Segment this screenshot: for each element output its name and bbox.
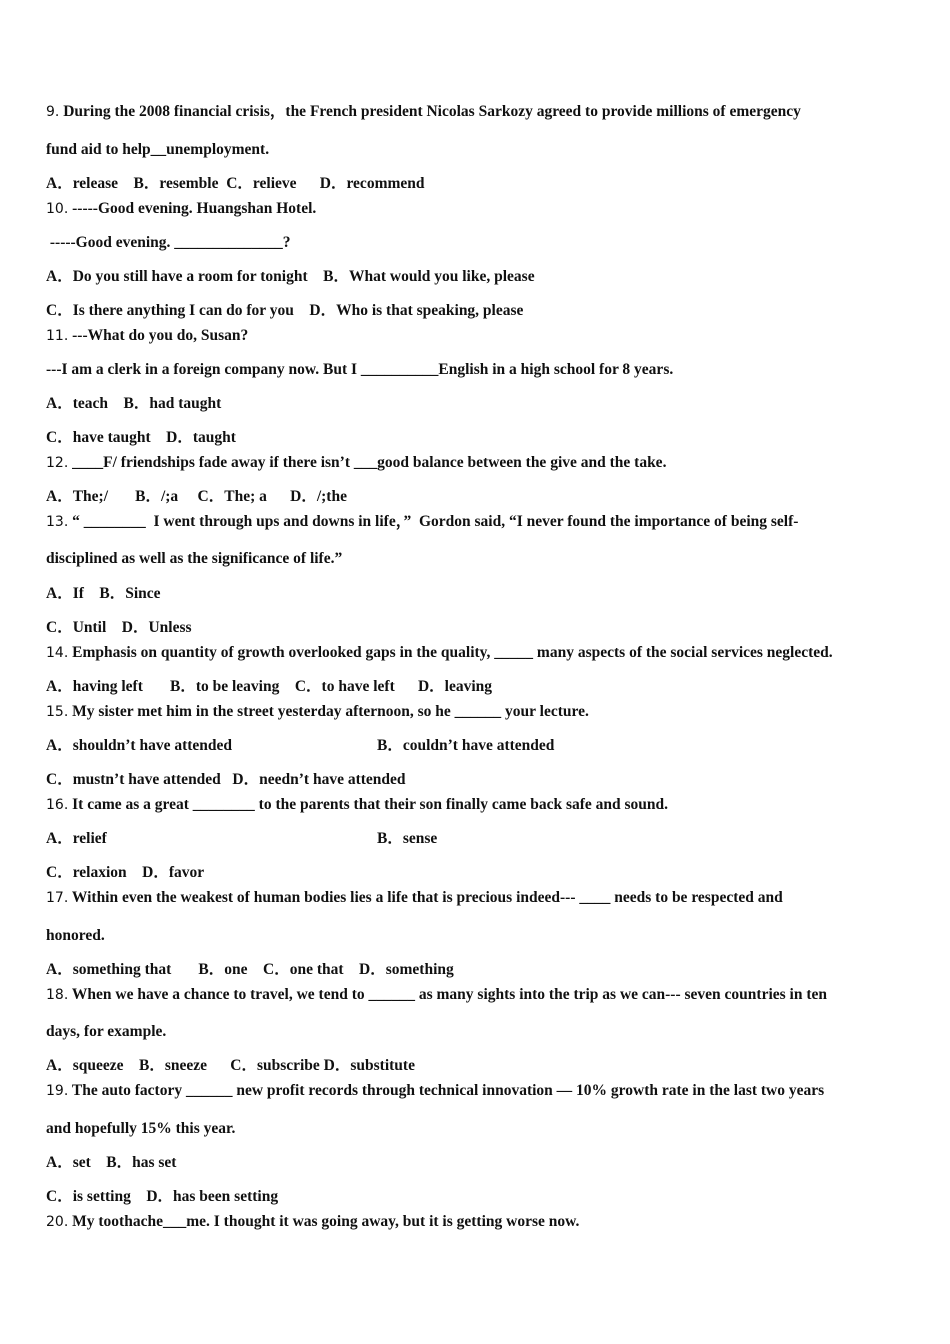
question-16-options-2: C．relaxion D．favor	[46, 864, 205, 881]
question-number: 14.	[46, 645, 69, 661]
question-13-line-2: disciplined as well as the significance of life.”	[46, 550, 343, 567]
question-11-options-2: C．have taught D．taught	[46, 429, 236, 446]
question-20-line-1: 20. My toothache___me. I thought it was going away, but it is getting worse now.	[46, 1213, 580, 1230]
question-15-options-2: C．mustn’t have attended D．needn’t have attended	[46, 771, 406, 788]
question-number: 12.	[46, 455, 69, 471]
question-15-option-b: B．couldn’t have attended	[377, 737, 555, 754]
question-10-line-1: 10. -----Good evening. Huangshan Hotel.	[46, 200, 317, 217]
question-13-line-1: 13. “ ________ I went through ups and downs in life，” Gordon said, “I never found the importance of being self-	[46, 513, 799, 530]
question-13-options-1: A．If B．Since	[46, 585, 161, 602]
question-17-line-2: honored.	[46, 927, 105, 944]
question-18-line-2: days, for example.	[46, 1023, 167, 1040]
question-15-line-1: 15. My sister met him in the street yesterday afternoon, so he ______ your lecture.	[46, 703, 589, 720]
question-12-options: A．The;/ B．/;a C．The; a D．/;the	[46, 488, 347, 505]
question-number: 16.	[46, 797, 69, 813]
question-11-line-1: 11. ---What do you do, Susan?	[46, 327, 249, 344]
question-13-options-2: C．Until D．Unless	[46, 619, 192, 636]
question-number: 10.	[46, 201, 69, 217]
question-number: 11.	[46, 328, 69, 344]
question-17-line-1: 17. Within even the weakest of human bodies lies a life that is precious indeed--- ____ needs to be respected and	[46, 889, 783, 906]
question-number: 13.	[46, 514, 69, 530]
question-10-options-2: C．Is there anything I can do for you D．Who is that speaking, please	[46, 302, 524, 319]
question-number: 18.	[46, 987, 69, 1003]
question-19-line-1: 19. The auto factory ______ new profit records through technical innovation — 10% growth rate in the last two years	[46, 1082, 825, 1099]
question-10-line-2: -----Good evening. ______________?	[46, 234, 291, 251]
question-number: 19.	[46, 1083, 69, 1099]
question-9-line-1: 9. During the 2008 financial crisis，the French president Nicolas Sarkozy agreed to provide millions of emergency	[46, 103, 801, 120]
question-number: 9.	[46, 104, 60, 120]
question-18-line-1: 18. When we have a chance to travel, we tend to ______ as many sights into the trip as we can--- seven countries in ten	[46, 986, 828, 1003]
question-number: 17.	[46, 890, 69, 906]
question-11-options-1: A．teach B．had taught	[46, 395, 222, 412]
question-15-option-a: A．shouldn’t have attended	[46, 737, 233, 754]
question-14-line-1: 14. Emphasis on quantity of growth overlooked gaps in the quality, _____ many aspects of the social services neglected.	[46, 644, 833, 661]
question-19-options-2: C．is setting D．has been setting	[46, 1188, 279, 1205]
question-10-options-1: A．Do you still have a room for tonight B．What would you like, please	[46, 268, 535, 285]
question-12-line-1: 12. ____F/ friendships fade away if there isn’t ___good balance between the give and the take.	[46, 454, 667, 471]
question-9-options: A．release B．resemble C．relieve D．recommend	[46, 175, 425, 192]
question-16-line-1: 16. It came as a great ________ to the parents that their son finally came back safe and sound.	[46, 796, 669, 813]
question-11-line-2: ---I am a clerk in a foreign company now. But I __________English in a high school for 8 years.	[46, 361, 674, 378]
question-14-options: A．having left B．to be leaving C．to have left D．leaving	[46, 678, 493, 695]
question-18-options: A．squeeze B．sneeze C．subscribe D．substitute	[46, 1057, 415, 1074]
question-number: 15.	[46, 704, 69, 720]
question-number: 20.	[46, 1214, 69, 1230]
question-16-option-b: B．sense	[377, 830, 438, 847]
question-17-options: A．something that B．one C．one that D．something	[46, 961, 454, 978]
question-9-line-2: fund aid to help__unemployment.	[46, 141, 270, 158]
question-19-options-1: A．set B．has set	[46, 1154, 177, 1171]
question-16-option-a: A．relief	[46, 830, 107, 847]
question-19-line-2: and hopefully 15% this year.	[46, 1120, 236, 1137]
